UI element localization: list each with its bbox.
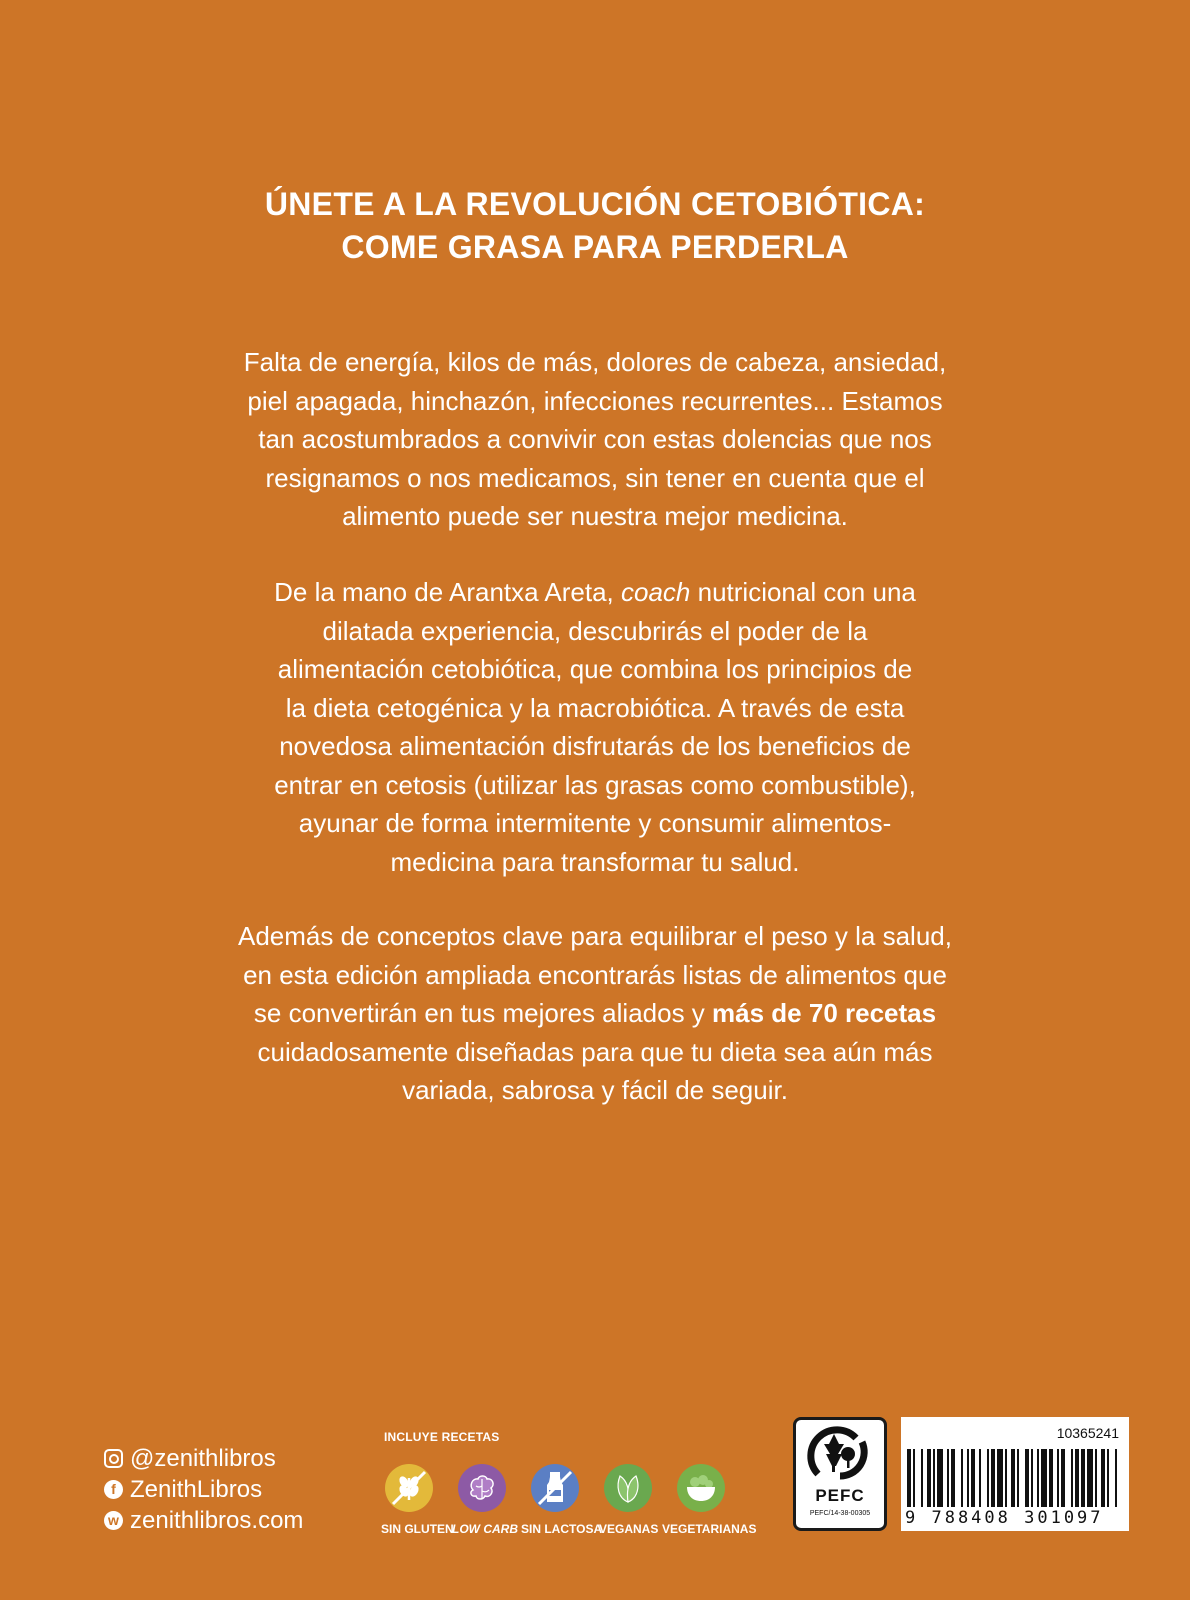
text-line: entrar en cetosis (utilizar las grasas como combustible), xyxy=(274,769,916,800)
paragraph-3 xyxy=(140,917,1050,1110)
barcode-bar xyxy=(913,1449,915,1507)
barcode-bar xyxy=(1061,1449,1065,1507)
barcode-bar xyxy=(1037,1449,1039,1507)
barcode-bar xyxy=(937,1449,943,1507)
badge-label-veganas: VEGANAS xyxy=(599,1522,659,1536)
brain-icon xyxy=(458,1464,506,1512)
text-line: variada, sabrosa y fácil de seguir. xyxy=(402,1075,788,1105)
text-line: ayunar de forma intermitente y consumir alimentos- xyxy=(298,808,892,838)
instagram-handle: @zenithlibros xyxy=(130,1445,276,1472)
website-url: zenithlibros.com xyxy=(130,1507,304,1534)
barcode-bar xyxy=(1107,1449,1109,1507)
text-line: tan acostumbrados a convivir con estas dolencias que nos xyxy=(258,424,932,454)
internal-code: 10365241 xyxy=(1056,1425,1119,1441)
barcode-bar xyxy=(921,1449,923,1507)
barcode-bar xyxy=(1101,1449,1105,1507)
barcode-bar xyxy=(979,1449,981,1507)
barcode-bar xyxy=(1095,1449,1097,1507)
paragraph-1 xyxy=(140,343,1050,536)
badge-label-sin-gluten: SIN GLUTEN xyxy=(381,1522,454,1536)
text-line: medicina para transformar tu salud. xyxy=(390,846,800,877)
text-line: dilatada experiencia, descubrirás el poder de la xyxy=(322,615,868,646)
recipes-title: INCLUYE RECETAS xyxy=(384,1430,500,1444)
pefc-tree-icon xyxy=(796,1424,884,1484)
milk-bottle-crossed-icon xyxy=(531,1464,579,1512)
barcode-bar xyxy=(997,1449,1003,1507)
text-line: piel apagada, hinchazón, infecciones recurrentes... Estamos xyxy=(247,385,943,416)
text-line: en esta edición ampliada encontrarás listas de alimentos que xyxy=(243,959,947,990)
text-fragment: nutricional con una xyxy=(690,577,916,607)
pefc-name: PEFC xyxy=(815,1486,865,1505)
facebook-link[interactable] xyxy=(104,1474,303,1505)
headline xyxy=(0,183,1190,269)
barcode-bar xyxy=(967,1449,969,1507)
barcode-bar xyxy=(961,1449,963,1507)
text-line: la dieta cetogénica y la macrobiótica. A través de esta xyxy=(285,692,905,723)
isbn-digits: 9 788408 301097 xyxy=(905,1508,1104,1528)
badge-label-vegetarianas: VEGETARIANAS xyxy=(662,1522,757,1536)
barcode-bar xyxy=(1057,1449,1059,1507)
text-line: cuidadosamente diseñadas para que tu dieta sea aún más xyxy=(257,1036,933,1067)
text-line: alimentación cetobiótica, que combina los principios de xyxy=(277,654,913,684)
barcode-bar xyxy=(1075,1449,1079,1507)
barcode-bar xyxy=(1115,1449,1117,1507)
website-link[interactable] xyxy=(104,1505,303,1536)
barcode-bar xyxy=(971,1449,975,1507)
badge-label-sin-lactosa: SIN LACTOSA xyxy=(521,1522,603,1536)
barcode-bar xyxy=(1005,1449,1007,1507)
badge-label-low-carb: LOW CARB xyxy=(452,1522,518,1536)
barcode-bar xyxy=(1081,1449,1085,1507)
text-fragment: se convertirán en tus mejores aliados y xyxy=(253,998,713,1028)
barcode-bar xyxy=(951,1449,955,1507)
italic-word: coach xyxy=(621,577,691,607)
headline-line-2: COME GRASA PARA PERDERLA xyxy=(341,229,849,265)
barcode-bar xyxy=(927,1449,931,1507)
barcode-bar xyxy=(991,1449,995,1507)
pefc-code: PEFC/14-38-00305 xyxy=(809,1510,871,1517)
headline-line-1: ÚNETE A LA REVOLUCIÓN CETOBIÓTICA: xyxy=(264,186,926,222)
leaf-icon xyxy=(604,1464,652,1512)
text-line: Falta de energía, kilos de más, dolores de cabeza, ansiedad, xyxy=(243,347,947,377)
instagram-link[interactable] xyxy=(104,1443,303,1474)
barcode-bar xyxy=(947,1449,949,1507)
barcode-bars xyxy=(901,1449,1129,1509)
barcode-bar xyxy=(1049,1449,1053,1507)
barcode-bar xyxy=(1087,1449,1093,1507)
barcode-bar xyxy=(1031,1449,1033,1507)
bold-phrase: más de 70 recetas xyxy=(712,998,937,1028)
text-line xyxy=(140,994,1050,1033)
social-links xyxy=(104,1443,303,1536)
facebook-icon: f xyxy=(104,1480,123,1499)
text-line: alimento puede ser nuestra mejor medicina. xyxy=(342,501,848,531)
salad-bowl-icon xyxy=(677,1464,725,1512)
text-line: resignamos o nos medicamos, sin tener en cuenta que el xyxy=(265,462,925,493)
instagram-icon xyxy=(104,1449,123,1468)
text-line: Además de conceptos clave para equilibrar el peso y la salud, xyxy=(238,921,952,951)
wheat-crossed-icon xyxy=(385,1464,433,1512)
pefc-certification-logo xyxy=(793,1417,887,1531)
barcode-bar xyxy=(987,1449,989,1507)
barcode-bar xyxy=(907,1449,911,1507)
facebook-handle: ZenithLibros xyxy=(130,1476,263,1503)
website-icon: w xyxy=(104,1511,123,1530)
text-fragment: De la mano de Arantxa Areta, xyxy=(274,577,621,607)
text-line xyxy=(140,573,1050,612)
barcode-bar xyxy=(1071,1449,1073,1507)
barcode-bar xyxy=(933,1449,935,1507)
barcode-bar xyxy=(1017,1449,1019,1507)
text-line: novedosa alimentación disfrutarás de los beneficios de xyxy=(279,731,911,761)
barcode-bar xyxy=(1011,1449,1015,1507)
barcode-bar xyxy=(1025,1449,1029,1507)
paragraph-2 xyxy=(140,573,1050,881)
barcode-bar xyxy=(1041,1449,1047,1507)
isbn-barcode xyxy=(901,1417,1129,1531)
